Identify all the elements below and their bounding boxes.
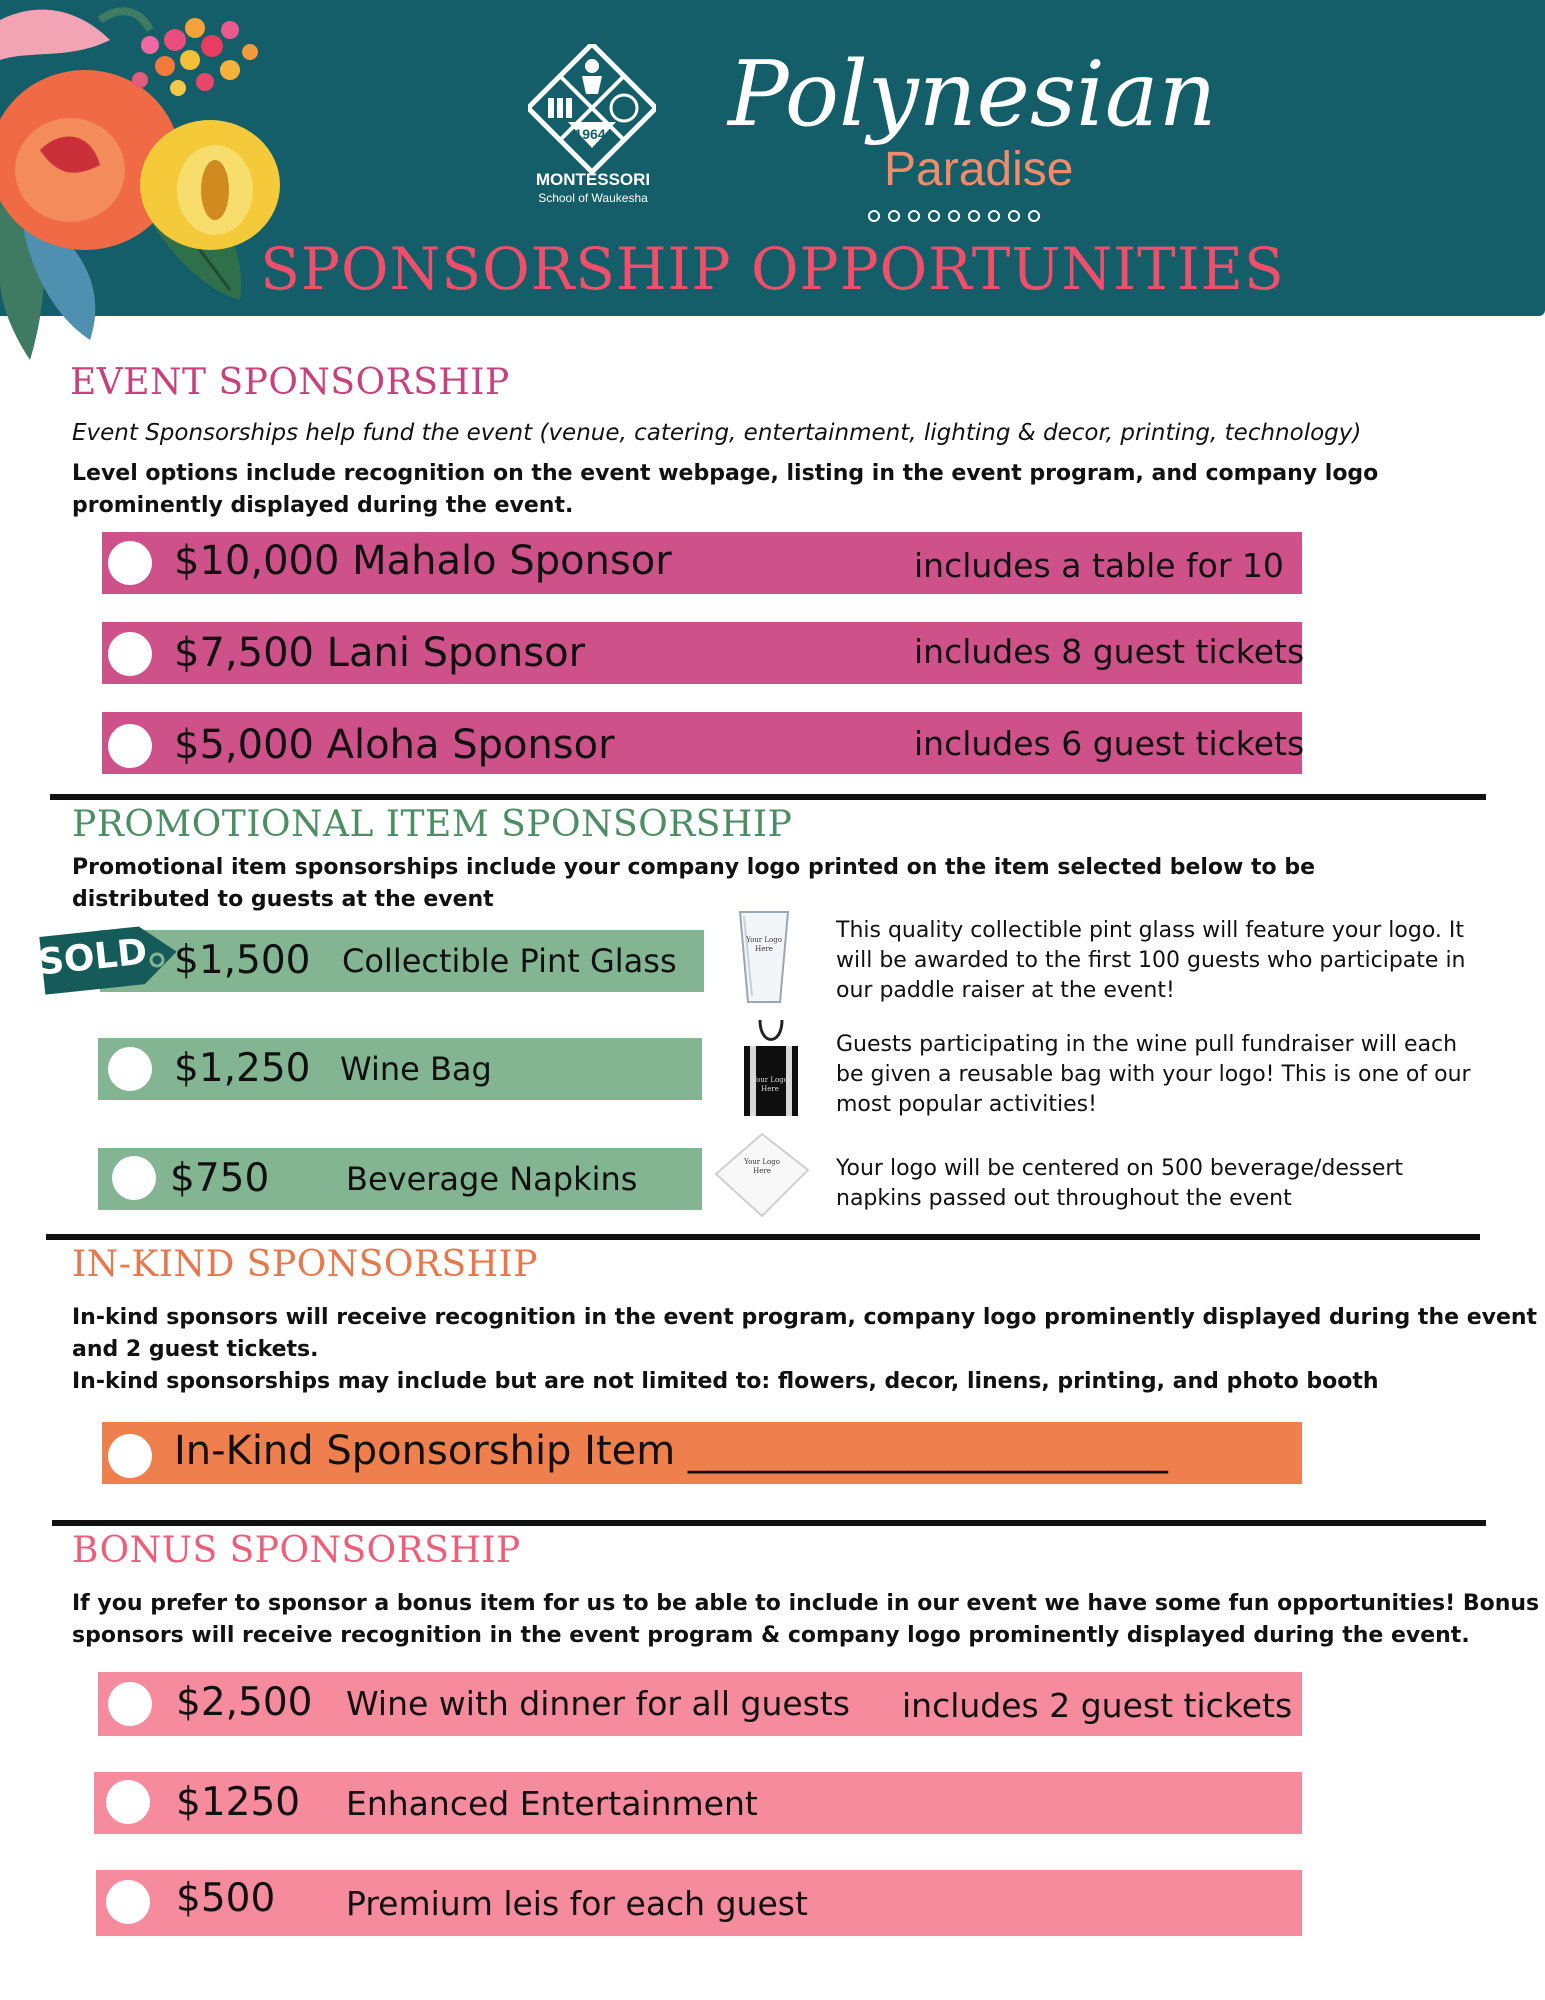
bonus-item-wine[interactable] <box>98 1672 1302 1736</box>
event-subtitle: Paradise <box>884 143 1074 196</box>
event-details-line2: prominently displayed during the event. <box>72 493 574 518</box>
promo-details-line1: Promotional item sponsorships include your company logo printed on the item selected below to be <box>72 855 1315 880</box>
item-price: $1250 <box>176 1780 301 1825</box>
napkin-logo-text: Your Logo Here <box>744 1158 780 1175</box>
inkind-details-line2: and 2 guest tickets. <box>72 1337 319 1362</box>
inkind-item-label: In-Kind Sponsorship Item ________________________ <box>174 1428 1168 1474</box>
radio-button[interactable] <box>108 1047 152 1091</box>
section-divider <box>50 794 1486 800</box>
pint-glass-logo-text: Your Logo Here <box>746 936 782 953</box>
inkind-item-field[interactable] <box>102 1422 1302 1484</box>
promo-item-pint-glass[interactable] <box>100 930 704 992</box>
item-price: $500 <box>176 1876 276 1921</box>
bonus-details-line1: If you prefer to sponsor a bonus item for us to be able to include in our event we have some fun opportunities! Bonus <box>72 1591 1540 1616</box>
radio-button[interactable] <box>112 1156 156 1200</box>
bonus-details-line2: sponsors will receive recognition in the event program & company logo prominently displayed during the event. <box>72 1623 1470 1648</box>
radio-button[interactable] <box>108 541 152 585</box>
level-perk: includes 6 guest tickets <box>914 724 1305 763</box>
radio-button[interactable] <box>108 1682 152 1726</box>
page-title: SPONSORSHIP OPPORTUNITIES <box>260 235 1285 303</box>
school-subtitle: School of Waukesha <box>538 191 648 205</box>
item-name: Enhanced Entertainment <box>346 1784 758 1823</box>
promo-sponsorship-title: PROMOTIONAL ITEM SPONSORSHIP <box>72 804 793 845</box>
wine-bag-image <box>740 1016 802 1120</box>
inkind-sponsorship-title: IN-KIND SPONSORSHIP <box>72 1244 538 1285</box>
school-name: MONTESSORI <box>535 170 651 189</box>
pint-glass-description: This quality collectible pint glass will feature your logo. It will be awarded to the first 100 guests who participate in our paddle raiser at the event! <box>836 918 1466 1003</box>
wine-bag-logo-text: Your Logo Here <box>752 1076 788 1093</box>
pint-glass-image <box>736 908 792 1006</box>
radio-button[interactable] <box>108 724 152 768</box>
event-level-mahalo[interactable] <box>102 532 1302 594</box>
item-price: $1,500 <box>174 938 311 983</box>
tropical-flowers-illustration <box>0 0 300 380</box>
promo-details-line2: distributed to guests at the event <box>72 887 494 912</box>
item-name: Wine Bag <box>340 1050 492 1088</box>
item-name: Wine with dinner for all guests <box>346 1684 850 1723</box>
item-name: Beverage Napkins <box>346 1160 638 1198</box>
decorative-dots <box>866 208 1066 224</box>
level-label: $5,000 Aloha Sponsor <box>174 722 615 768</box>
event-details-line1: Level options include recognition on the event webpage, listing in the event program, and company logo <box>72 461 1379 486</box>
inkind-details-line1: In-kind sponsors will receive recognition in the event program, company logo prominently displayed during the event <box>72 1305 1538 1330</box>
bonus-item-entertainment[interactable] <box>94 1772 1302 1834</box>
item-price: $1,250 <box>174 1046 311 1091</box>
bonus-sponsorship-title: BONUS SPONSORSHIP <box>72 1530 521 1571</box>
item-price: $2,500 <box>176 1680 313 1725</box>
item-perk: includes 2 guest tickets <box>902 1686 1293 1725</box>
radio-button[interactable] <box>108 1434 152 1478</box>
founded-year: 1964 <box>574 126 606 142</box>
wine-bag-description: Guests participating in the wine pull fundraiser will each be given a reusable bag with your logo! This is one of our most popular activities! <box>836 1032 1471 1117</box>
event-title: Polynesian <box>728 42 1217 147</box>
level-label: $10,000 Mahalo Sponsor <box>174 538 672 584</box>
item-name: Premium leis for each guest <box>346 1884 808 1923</box>
napkin-description: Your logo will be centered on 500 beverage/dessert napkins passed out throughout the event <box>836 1156 1404 1211</box>
radio-button[interactable] <box>108 632 152 676</box>
event-intro: Event Sponsorships help fund the event (venue, catering, entertainment, lighting & decor, printing, technology) <box>72 420 1362 446</box>
promo-item-napkins[interactable] <box>98 1148 702 1210</box>
item-name: Collectible Pint Glass <box>342 942 677 980</box>
inkind-details-line3: In-kind sponsorships may include but are not limited to: flowers, decor, linens, printing, and photo booth <box>72 1369 1379 1394</box>
level-perk: includes a table for 10 <box>914 546 1284 585</box>
event-level-lani[interactable] <box>102 622 1305 684</box>
event-sponsorship-title: EVENT SPONSORSHIP <box>70 362 510 403</box>
radio-button[interactable] <box>106 1880 150 1924</box>
event-level-aloha[interactable] <box>102 712 1305 774</box>
section-divider <box>46 1234 1480 1240</box>
sold-label: SOLD <box>36 931 150 984</box>
section-divider <box>52 1520 1486 1526</box>
level-perk: includes 8 guest tickets <box>914 632 1305 671</box>
item-price: $750 <box>170 1156 270 1201</box>
level-label: $7,500 Lani Sponsor <box>174 630 586 676</box>
radio-button[interactable] <box>106 1780 150 1824</box>
bonus-item-leis[interactable] <box>96 1870 1302 1936</box>
promo-item-wine-bag[interactable] <box>98 1038 702 1100</box>
